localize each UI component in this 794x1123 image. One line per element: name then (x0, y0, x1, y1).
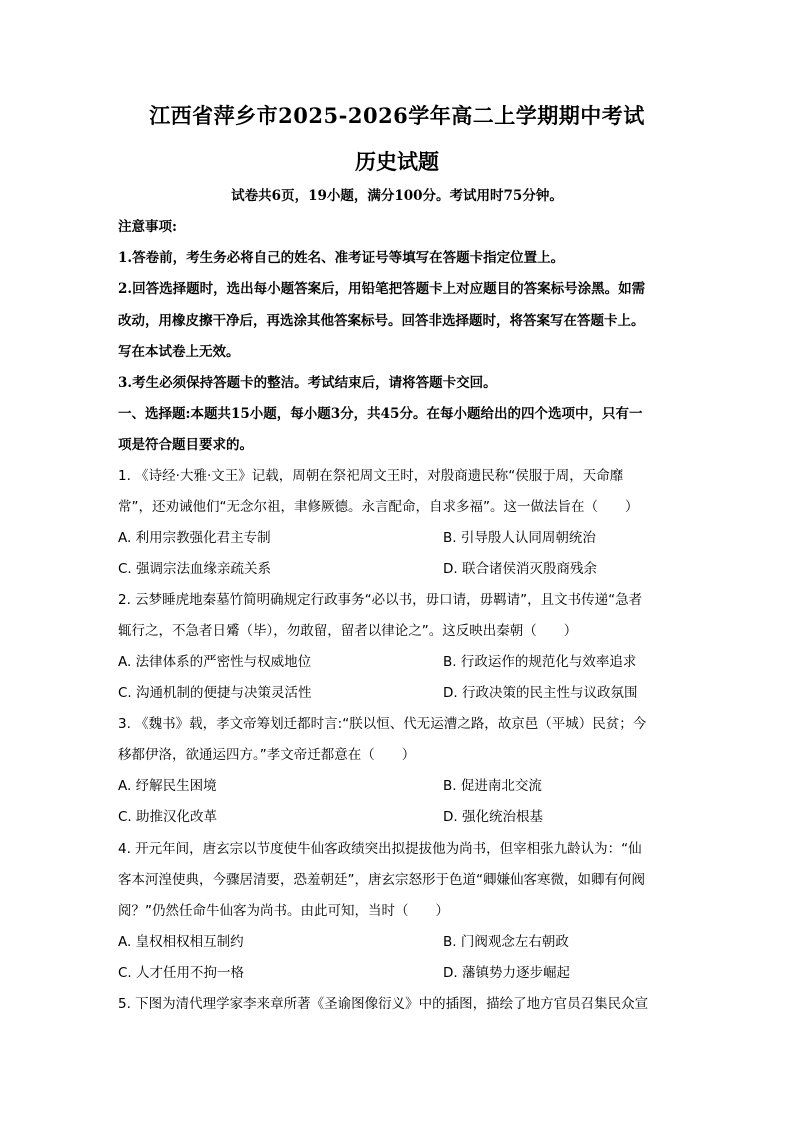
question-3-option-b: B. 促进南北交流 (443, 778, 542, 794)
question-2-option-d: D. 行政决策的民主性与议政氛围 (443, 685, 638, 701)
exam-info: 试卷共6页，19小题，满分100分。考试用时75分钟。 (231, 188, 563, 204)
question-4-text: 4. 开元年间，唐玄宗以节度使牛仙客政绩突出拟提拔他为尚书，但宰相张九龄认为：“仙 (118, 841, 642, 857)
notice-heading: 注意事项: (118, 219, 177, 235)
question-4-option-d: D. 藩镇势力逐步崛起 (443, 965, 570, 981)
section-heading-cont: 项是符合题目要求的。 (118, 437, 253, 453)
notice-item: 3.考生必须保持答题卡的整洁。考试结束后，请将答题卡交回。 (118, 375, 497, 391)
question-3-text: 移都伊洛，欲通运四方。”孝文帝迁都意在（ ） (118, 747, 416, 763)
question-1-text: 常”，还劝诫他们“无念尔祖，聿修厥德。永言配命，自求多福”。这一做法旨在（ ） (118, 499, 639, 515)
page-title: 江西省萍乡市2025-2026学年高二上学期期中考试 (149, 103, 645, 128)
question-3-text: 3. 《魏书》载，孝文帝筹划迁都时言:“朕以恒、代无运漕之路，故京邑（平城）民贫；今 (118, 716, 647, 732)
question-1-option-d: D. 联合诸侯消灭殷商残余 (443, 561, 597, 577)
question-4-option-b: B. 门阀观念左右朝政 (443, 934, 569, 950)
question-4-text: 客本河湟使典，今骤居清要，恐羞朝廷”，唐玄宗怒形于色道“卿嫌仙客寒微，如卿有何阀 (118, 872, 645, 888)
question-1-text: 1. 《诗经·大雅·文王》记载，周朝在祭祀周文王时，对殷商遗民称“侯服于周，天命靡 (118, 468, 624, 484)
question-3-option-a: A. 纾解民生困境 (118, 778, 217, 794)
question-1-option-b: B. 引导殷人认同周朝统治 (443, 530, 596, 546)
question-4-option-a: A. 皇权相权相互制约 (118, 934, 244, 950)
notice-item: 1.答卷前，考生务必将自己的姓名、准考证号等填写在答题卡指定位置上。 (118, 250, 565, 266)
page-subtitle: 历史试题 (355, 149, 439, 174)
question-2-option-c: C. 沟通机制的便捷与决策灵活性 (118, 685, 312, 701)
question-2-text: 2. 云梦睡虎地秦墓竹简明确规定行政事务“必以书，毋口请，毋羁请”，且文书传递“急者 (118, 592, 643, 608)
question-2-text: 辄行之，不急者日觱（毕），勿敢留，留者以律论之”。这反映出秦朝（ ） (118, 623, 578, 639)
question-2-option-b: B. 行政运作的规范化与效率追求 (443, 654, 637, 670)
section-heading: 一、选择题:本题共15小题，每小题3分，共45分。在每小题给出的四个选项中，只有一 (118, 406, 643, 422)
notice-item: 写在本试卷上无效。 (118, 344, 240, 360)
question-1-option-c: C. 强调宗法血缘亲疏关系 (118, 561, 272, 577)
question-3-option-c: C. 助推汉化改革 (118, 809, 218, 825)
notice-item: 改动，用橡皮擦干净后，再选涂其他答案标号。回答非选择题时，将答案写在答题卡上。 (118, 313, 645, 329)
question-3-option-d: D. 强化统治根基 (443, 809, 543, 825)
question-4-option-c: C. 人才任用不拘一格 (118, 965, 245, 981)
question-5-text: 5. 下图为清代理学家李来章所著《圣谕图像衍义》中的插图，描绘了地方官员召集民众宣 (118, 996, 649, 1012)
question-1-option-a: A. 利用宗教强化君主专制 (118, 530, 271, 546)
question-2-option-a: A. 法律体系的严密性与权威地位 (118, 654, 312, 670)
question-4-text: 阅？”仍然任命牛仙客为尚书。由此可知，当时（ ） (118, 903, 449, 919)
notice-item: 2.回答选择题时，选出每小题答案后，用铅笔把答题卡上对应题目的答案标号涂黑。如需 (118, 281, 646, 297)
